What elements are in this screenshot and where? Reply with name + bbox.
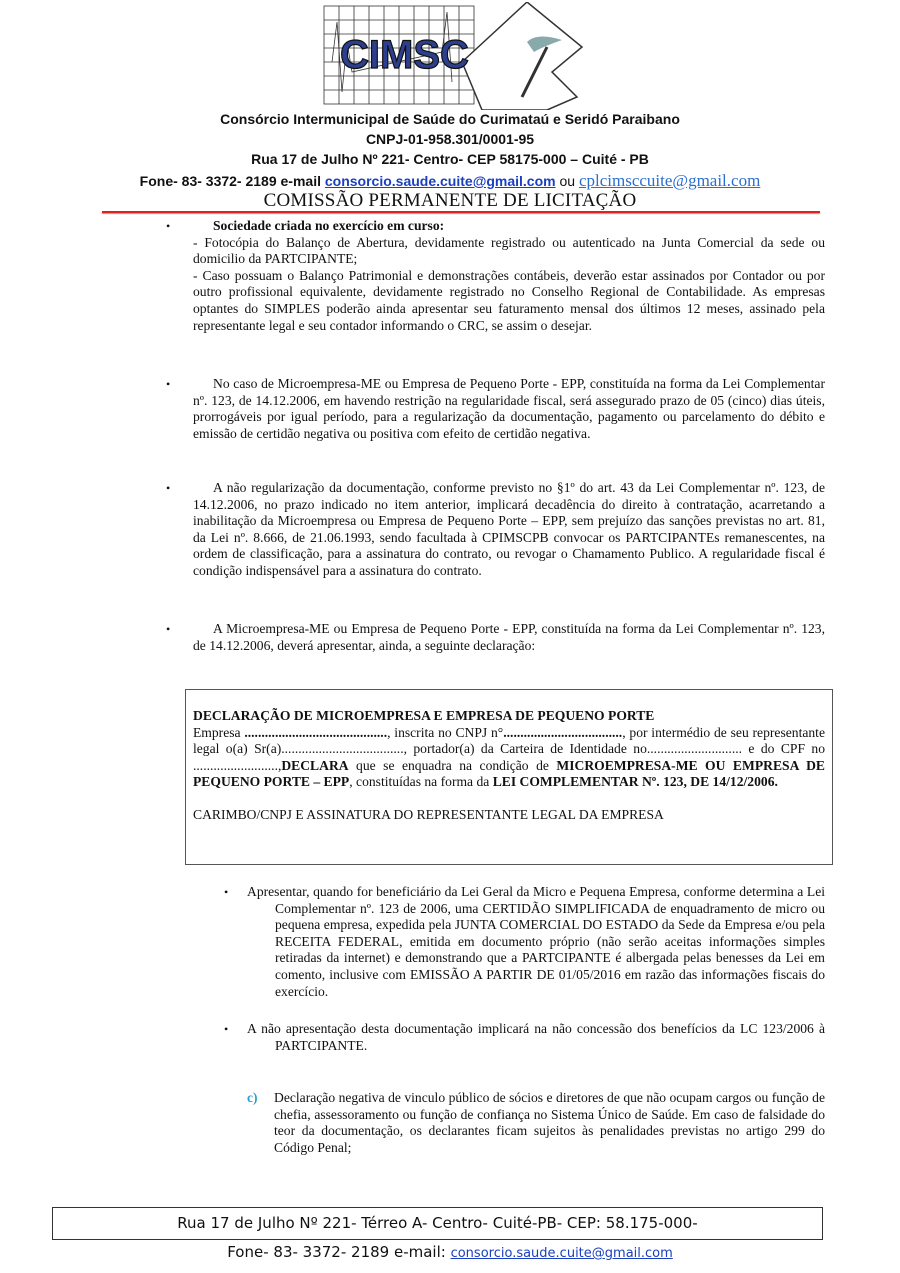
text: Empresa xyxy=(193,724,245,740)
section-title: Sociedade criada no exercício em curso: xyxy=(213,218,445,233)
paragraph: A Microempresa-ME ou Empresa de Pequeno Porte - EPP, constituída na forma da Lei Complementar nº. 123, de 14.12.2006, deverá apresentar, ainda, a seguinte declaração: xyxy=(193,621,825,653)
header-divider xyxy=(102,211,820,213)
bullet-icon: • xyxy=(224,885,229,899)
logo-text: CIMSC xyxy=(340,33,469,77)
paragraph: A não regularização da documentação, conforme previsto no §1º do art. 43 da Lei Complementar nº. 123, de 14.12.2006, no prazo indicado no item anterior, implicará decadência do direito à contratação, acarretando a inabilitação da Microempresa ou Empresa de Pequeno Porte – EPP, sem prejuízo das sanções previstas no art. 81, da Lei nº. 8.666, de 21.06.1993, sendo facultada à CPIMSCPB convocar os PARTCIPANTEs remanescentes, na ordem de classificação, para a assinatura do contrato, ou revogar o Chamamento Publico. A regularidade fiscal é condição indispensável para a assinatura do contrato. xyxy=(193,480,825,578)
bullet-icon: • xyxy=(166,481,171,495)
paragraph: Declaração negativa de vinculo público de sócios e diretores de que não ocupam cargos ou função de chefia, assessoramento ou função de confiança no Sistema Único de Saúde. Em caso de falsidade do teor da documentação, os declarantes ficam sujeitos às penalidades previstas no artigo 299 do Código Penal; xyxy=(274,1090,825,1155)
item-label-c: c) xyxy=(247,1090,258,1105)
org-cnpj: CNPJ-01-958.301/0001-95 xyxy=(365,131,535,147)
item-c xyxy=(274,1090,825,1156)
text: , constituídas na forma da xyxy=(349,774,493,790)
text-bold: LEI COMPLEMENTAR Nº. 123, DE 14/12/2006. xyxy=(492,774,778,790)
footer-phone: Fone- 83- 3372- 2189 e-mail: xyxy=(227,1243,451,1261)
footer-address-box xyxy=(52,1207,823,1240)
paragraph: - Caso possuam o Balanço Patrimonial e demonstrações contábeis, deverão estar assinados por Contador ou por outro profissional equivalente, devidamente registrado no Conselho Regional de Contabilidade. As empresas optantes do SIMPLES poderão ainda apresentar seu faturamento mensal dos últimos 12 meses, assinado pela representante legal e seu contador informando o CRC, se assim o desejar. xyxy=(193,267,825,333)
email-link-secondary[interactable]: cplcimsccuite@gmail.com xyxy=(578,171,761,190)
commission-title: COMISSÃO PERMANENTE DE LICITAÇÃO xyxy=(263,190,637,211)
org-address: Rua 17 de Julho Nº 221- Centro- CEP 58175-000 – Cuité - PB xyxy=(251,151,649,167)
footer-address: Rua 17 de Julho Nº 221- Térreo A- Centro- Cuité-PB- CEP: 58.175-000- xyxy=(177,1214,698,1232)
or-text: ou xyxy=(555,173,579,189)
blank-cnpj: ................................... xyxy=(503,724,623,740)
bullet-icon: • xyxy=(166,219,171,233)
section-non-regularization xyxy=(193,480,825,580)
text: que se enquadra na condição de xyxy=(348,757,557,773)
paragraph: Apresentar, quando for beneficiário da Lei Geral da Micro e Pequena Empresa, conforme determina a Lei Complementar nº. 123 de 2006, uma CERTIDÃO SIMPLIFICADA de enquadramento de micro ou pequena empresa, expedida pela JUNTA COMERCIAL DO ESTADO da Sede da Empresa e/ou pela RECEITA FEDERAL, emitida em documento próprio (não serão aceitas informações simples retiradas da internet) e demonstrando que a PARTCIPANTE é albergada pelas benesses da Lei em comento, inclusive com EMISSÃO A PARTIR DE 01/05/2016 em razão das informações fiscais do exercício. xyxy=(247,884,825,999)
section-declaration-intro xyxy=(193,621,825,654)
section-new-company xyxy=(193,218,825,334)
text-bold: DECLARA xyxy=(281,757,349,773)
footer-email-link[interactable]: consorcio.saude.cuite@gmail.com xyxy=(450,1246,673,1261)
section-simplified-certificate xyxy=(247,884,825,1000)
bullet-icon: • xyxy=(166,377,171,391)
paragraph: - Fotocópia do Balanço de Abertura, devidamente registrado ou autenticado na Junta Comercial da sede ou domicilio da PARTCIPANTE; xyxy=(193,234,825,267)
footer-contact xyxy=(0,1243,900,1261)
paragraph: A não apresentação desta documentação implicará na não concessão dos benefícios da LC 123/2006 à PARTCIPANTE. xyxy=(247,1021,825,1053)
org-name: Consórcio Intermunicipal de Saúde do Curimataú e Seridó Paraibano xyxy=(220,111,680,127)
bullet-icon: • xyxy=(166,622,171,636)
declaration-text xyxy=(193,725,825,791)
email-link-primary[interactable]: consorcio.saude.cuite@gmail.com xyxy=(324,173,556,189)
declaration-box xyxy=(185,689,833,865)
section-non-presentation xyxy=(247,1021,825,1054)
blank-company: .......................................... xyxy=(244,724,388,740)
paragraph: No caso de Microempresa-ME ou Empresa de Pequeno Porte - EPP, constituída na forma da Lei Complementar nº. 123, de 14.12.2006, em havendo restrição na regularidade fiscal, será assegurado prazo de 05 (cinco) dias úteis, prorrogáveis por igual período, para a regularização da documentação, pagamento ou parcelamento do débito e emissão de certidão negativa ou positiva com efeito de certidão negativa. xyxy=(193,376,825,441)
section-me-epp xyxy=(193,376,825,442)
text: , por intermédio de seu representante legal o(a) Sr(a)...................................., portador(a) da Carteira de Identidade no............................ e do CPF no ........................., xyxy=(193,724,825,773)
declaration-title: DECLARAÇÃO DE MICROEMPRESA E EMPRESA DE PEQUENO PORTE xyxy=(193,708,655,723)
text: , inscrita no CNPJ n° xyxy=(387,724,504,740)
signature-line: CARIMBO/CNPJ E ASSINATURA DO REPRESENTANTE LEGAL DA EMPRESA xyxy=(193,806,664,822)
text-bold: MICROEMPRESA-ME OU EMPRESA DE PEQUENO PORTE – EPP xyxy=(193,757,825,790)
org-contact xyxy=(0,171,900,191)
cimsc-logo xyxy=(322,2,588,110)
phone-text: Fone- 83- 3372- 2189 e-mail xyxy=(139,173,325,189)
bullet-icon: • xyxy=(224,1022,229,1036)
